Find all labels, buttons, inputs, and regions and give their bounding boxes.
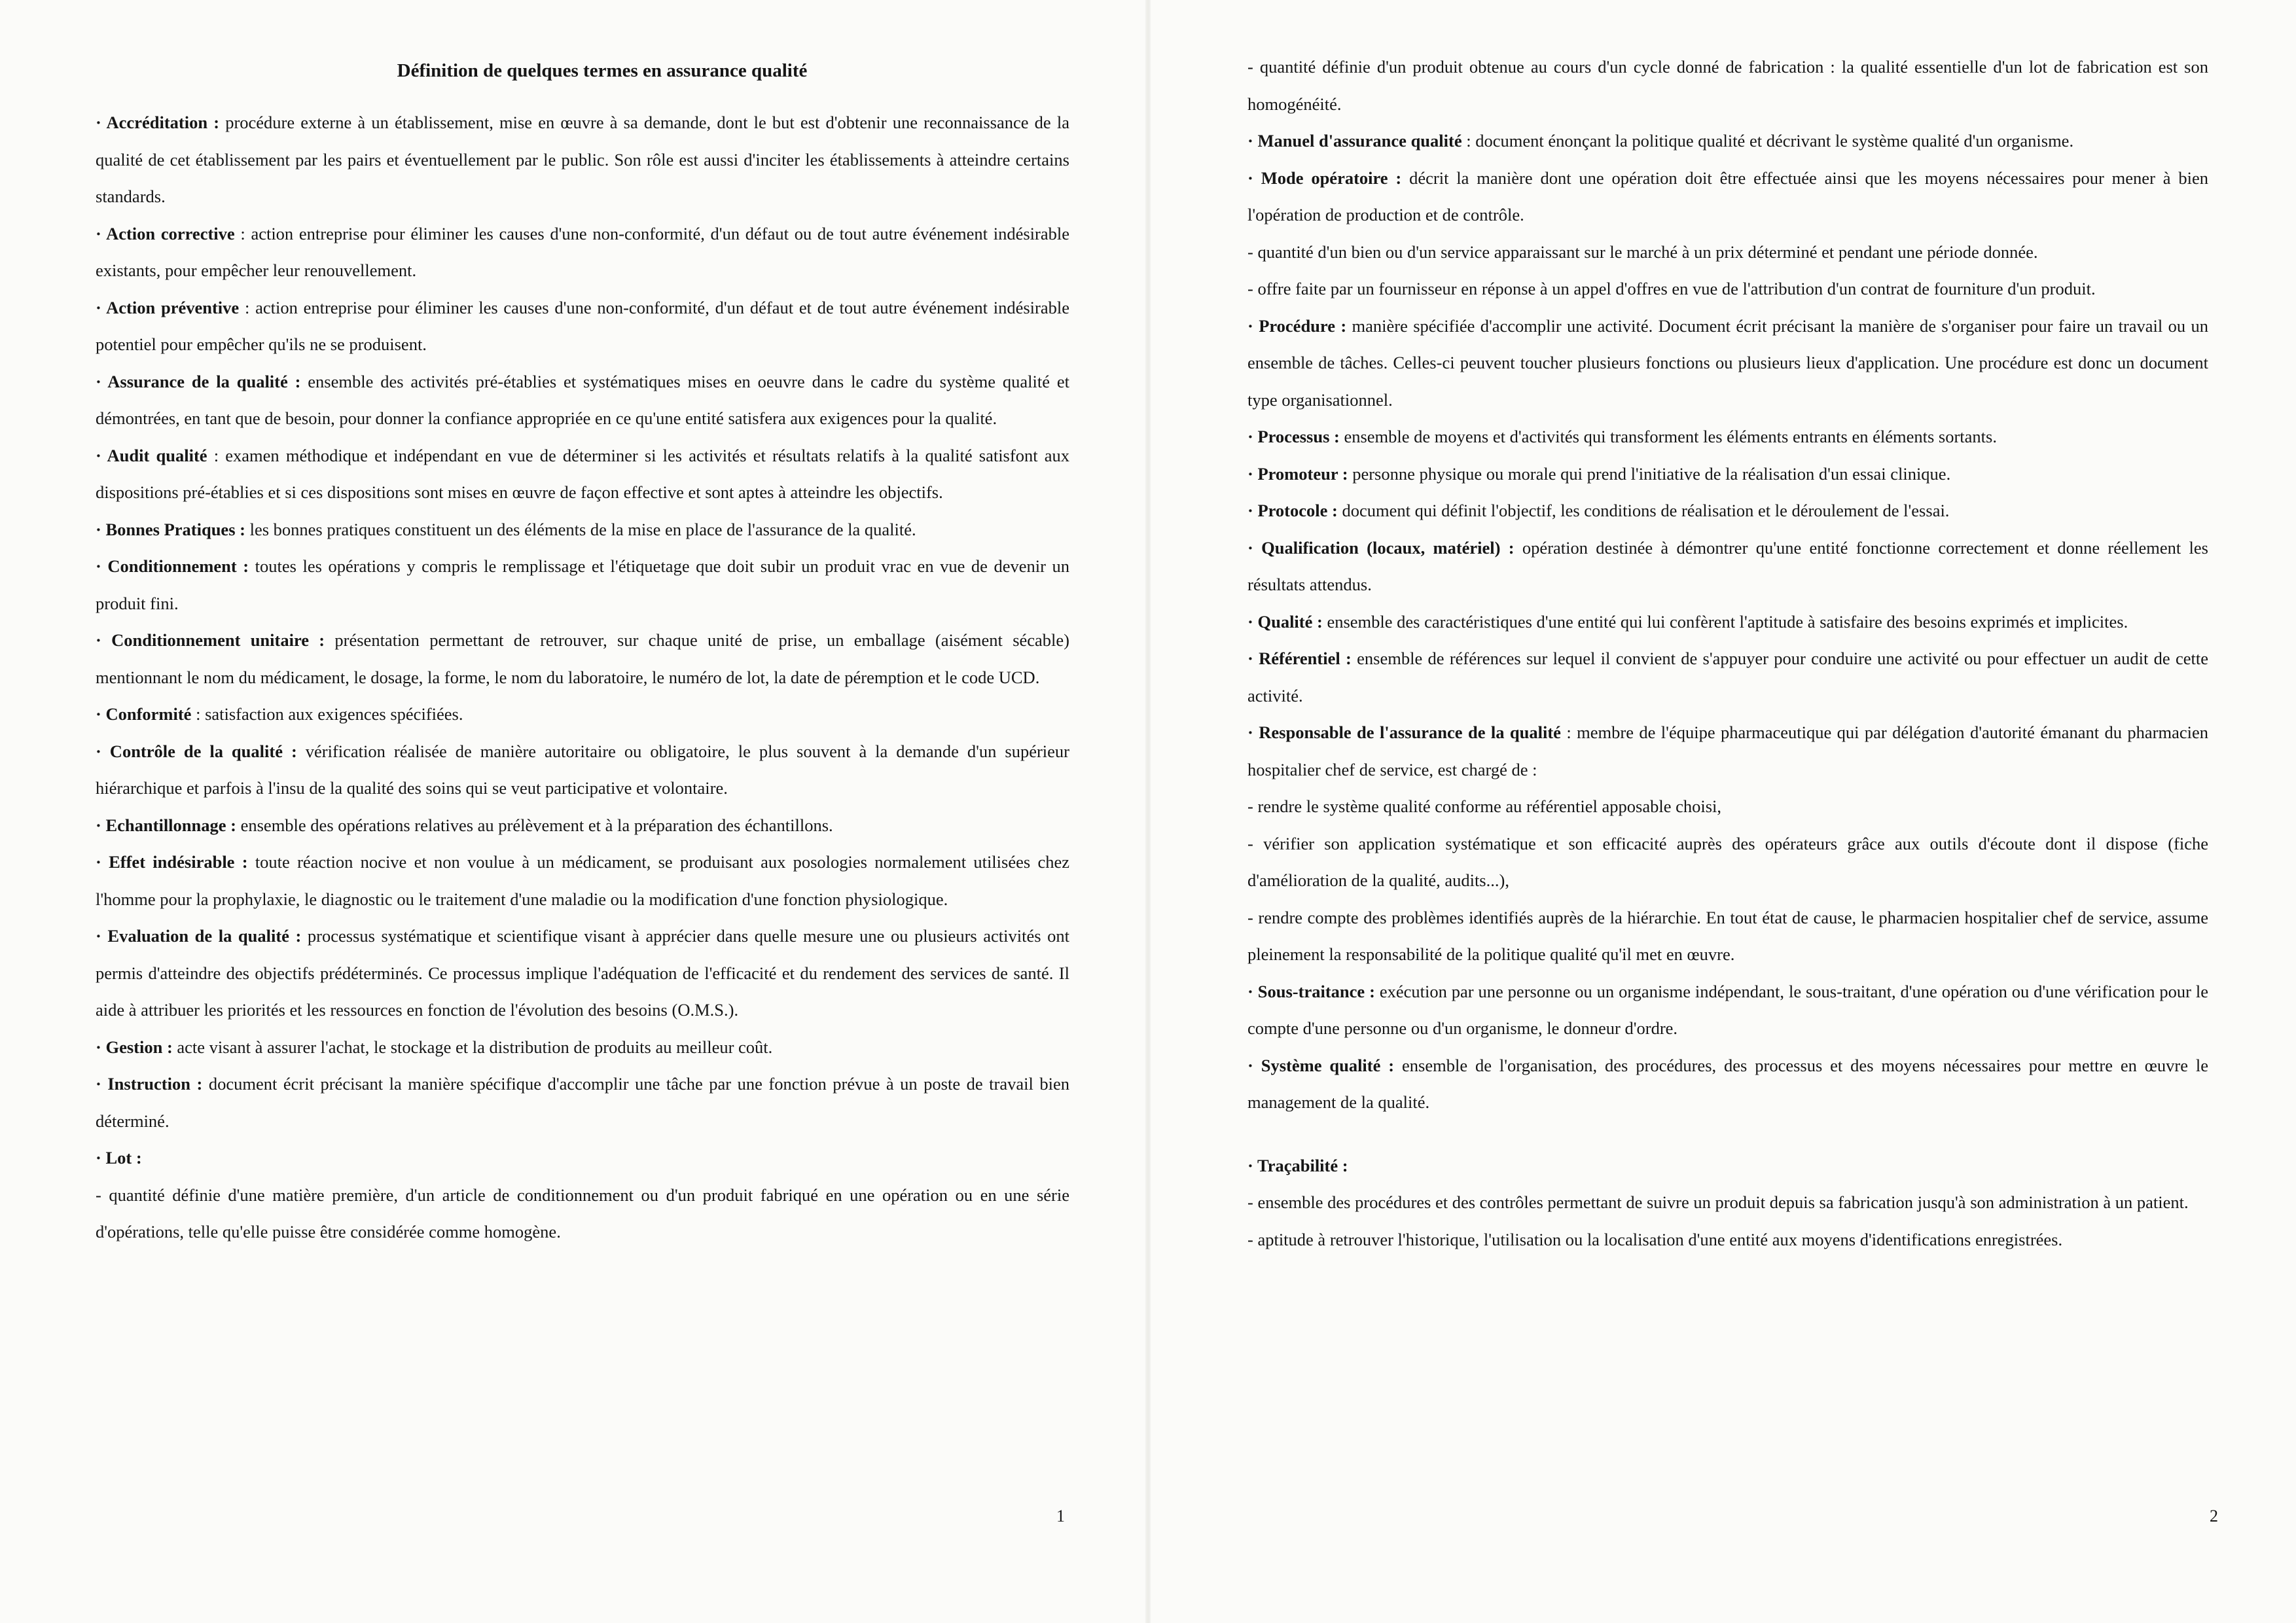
definition-entry <box>1247 1221 2208 1258</box>
definition-term: · Accréditation : <box>96 113 220 132</box>
definition-text: les bonnes pratiques constituent un des éléments de la mise en place de l'assurance de la qualité. <box>245 519 916 539</box>
definition-term: · Action corrective <box>96 223 235 243</box>
definition-term: · Responsable de l'assurance de la qualité <box>1247 722 1561 742</box>
definition-entry <box>1247 122 2208 160</box>
definition-entry <box>96 1065 1069 1139</box>
definition-entry <box>1247 714 2208 788</box>
definition-term: · Lot : <box>96 1148 142 1168</box>
definition-term: · Protocole : <box>1247 501 1338 520</box>
definition-text: : satisfaction aux exigences spécifiées. <box>191 704 463 724</box>
definition-entry <box>1247 825 2208 899</box>
definition-term: · Traçabilité : <box>1247 1155 1348 1175</box>
definition-entry <box>96 289 1069 363</box>
definition-text: exécution par une personne ou un organisme indépendant, le sous-traitant, d'une opération ou d'une vérification pour le compte d'une personne ou d'un organisme, le donneur d'ordre. <box>1247 981 2209 1038</box>
definition-text: ensemble des caractéristiques d'une entité qui lui confèrent l'aptitude à satisfaire des besoins exprimés et implicites. <box>1322 611 2128 632</box>
definition-entry <box>96 844 1069 918</box>
definition-term: · Evaluation de la qualité : <box>96 926 302 946</box>
definition-entry <box>1247 270 2208 308</box>
definition-term: · Manuel d'assurance qualité <box>1247 131 1462 151</box>
definition-text: opération destinée à démontrer qu'une entité fonctionne correctement et donne réellement les résultats attendus. <box>1247 537 2208 594</box>
definition-term: · Conformité <box>96 704 192 724</box>
definition-text: : membre de l'équipe pharmaceutique qui par délégation d'autorité émanant du pharmacien hospitalier chef de service, est chargé de : <box>1247 722 2208 779</box>
definition-entry <box>96 1029 1069 1066</box>
definition-entry <box>1247 788 2208 825</box>
definition-entry <box>1247 640 2208 714</box>
definition-list-left <box>96 104 1069 1251</box>
definition-term: · Assurance de la qualité : <box>96 371 301 391</box>
definition-text: - quantité définie d'un produit obtenue au cours d'un cycle donné de fabrication : la qualité essentielle d'un lot de fabrication est son homogénéité. <box>1247 57 2208 114</box>
definition-text: - vérifier son application systématique et son efficacité auprès des opérateurs grâce aux outils d'écoute dont il dispose (fiche d'amélioration de la qualité, audits...), <box>1247 833 2208 890</box>
definition-text: décrit la manière dont une opération doit être effectuée ainsi que les moyens nécessaires pour mener à bien l'opération de production et de contrôle. <box>1247 168 2208 224</box>
definition-entry <box>96 733 1069 807</box>
definition-term: · Instruction : <box>96 1074 203 1094</box>
definition-text: toutes les opérations y compris le remplissage et l'étiquetage que doit subir un produit vrac en vue de devenir un produit fini. <box>96 556 1069 613</box>
definition-text: document qui définit l'objectif, les conditions de réalisation et le déroulement de l'essai. <box>1337 501 1950 520</box>
definition-entry <box>1247 418 2208 455</box>
definition-term: · Mode opératoire : <box>1247 168 1402 188</box>
definition-term: · Conditionnement unitaire : <box>96 630 325 650</box>
definition-entry <box>96 104 1069 215</box>
definition-entry <box>1247 492 2208 529</box>
definition-entry <box>96 807 1069 844</box>
definition-text: ensemble des opérations relatives au prélèvement et à la préparation des échantillons. <box>236 815 833 835</box>
definition-list-right <box>1247 48 2208 1258</box>
definition-text: ensemble des activités pré-établies et systématiques mises en oeuvre dans le cadre du système qualité et démontrées, en tant que de besoin, pour donner la confiance appropriée en ce qu'une entité satisfera aux exigences pour la qualité. <box>96 371 1069 428</box>
definition-text: acte visant à assurer l'achat, le stockage et la distribution de produits au meilleur coût. <box>172 1037 773 1057</box>
definition-entry <box>96 622 1069 696</box>
definition-text: - rendre compte des problèmes identifiés auprès de la hiérarchie. En tout état de cause, le pharmacien hospitalier chef de service, assume pleinement la responsabilité de la politique qualité qu'il met en œuvre. <box>1247 907 2208 964</box>
definition-entry <box>96 215 1069 289</box>
definition-term: · Sous-traitance : <box>1247 981 1375 1001</box>
definition-term: · Processus : <box>1247 427 1340 446</box>
definition-entry <box>1247 308 2208 419</box>
definition-term: · Audit qualité <box>96 445 207 465</box>
definition-entry <box>1247 1147 2208 1185</box>
definition-text: - quantité d'un bien ou d'un service apparaissant sur le marché à un prix déterminé et pendant une période donnée. <box>1247 241 2038 262</box>
definition-term: · Echantillonnage : <box>96 815 236 835</box>
definition-text: manière spécifiée d'accomplir une activité. Document écrit précisant la manière de s'organiser pour faire un travail ou un ensemble de tâches. Celles-ci peuvent toucher plusieurs fonctions ou plusieurs lieux d'application. Une procédure est donc un document type organisationnel. <box>1247 315 2208 410</box>
definition-entry <box>96 363 1069 437</box>
definition-entry <box>1247 899 2208 973</box>
definition-term: · Référentiel : <box>1247 649 1352 668</box>
definition-text: : examen méthodique et indépendant en vue de déterminer si les activités et résultats relatifs à la qualité satisfont aux dispositions pré-établies et si ces dispositions sont mises en œuvre de façon effective et sont aptes à atteindre les objectifs. <box>96 445 1069 502</box>
definition-entry <box>1247 1184 2208 1221</box>
page-number-left: 1 <box>1056 1507 1065 1525</box>
definition-entry <box>1247 529 2208 603</box>
definition-entry <box>96 918 1069 1029</box>
definition-text: toute réaction nocive et non voulue à un médicament, se produisant aux posologies normalement utilisées chez l'homme pour la prophylaxie, le diagnostic ou le traitement d'une maladie ou la modification d'une fonction physiologique. <box>96 852 1069 909</box>
definition-term: · Bonnes Pratiques : <box>96 519 245 539</box>
definition-entry <box>1247 973 2208 1047</box>
definition-text: - quantité définie d'une matière première, d'un article de conditionnement ou d'un produit fabriqué en une opération ou en une série d'opérations, telle qu'elle puisse être considérée comme homogène. <box>96 1185 1069 1241</box>
definition-entry <box>96 437 1069 511</box>
definition-entry <box>96 1139 1069 1177</box>
definition-text: : action entreprise pour éliminer les causes d'une non-conformité, d'un défaut et de tout autre événement indésirable potentiel pour empêcher qu'ils ne se produisent. <box>96 297 1069 354</box>
definition-entry <box>1247 234 2208 271</box>
definition-text: - ensemble des procédures et des contrôles permettant de suivre un produit depuis sa fabrication jusqu'à son administration à un patient. <box>1247 1192 2189 1212</box>
definition-text: vérification réalisée de manière autoritaire ou obligatoire, le plus souvent à la demande d'un supérieur hiérarchique et parfois à l'insu de la qualité des soins qui se veut participative et volontaire. <box>96 741 1069 798</box>
definition-text: présentation permettant de retrouver, sur chaque unité de prise, un emballage (aisément sécable) mentionnant le nom du médicament, le dosage, la forme, le nom du laboratoire, le numéro de lot, la date de péremption et le code UCD. <box>96 630 1069 687</box>
definition-term: · Contrôle de la qualité : <box>96 741 297 761</box>
definition-text: personne physique ou morale qui prend l'initiative de la réalisation d'un essai clinique. <box>1348 463 1951 484</box>
definition-text: - aptitude à retrouver l'historique, l'utilisation ou la localisation d'une entité aux moyens d'identifications enregistrées. <box>1247 1229 2063 1249</box>
definition-entry <box>1247 48 2208 122</box>
definition-text: : document énonçant la politique qualité et décrivant le système qualité d'un organisme. <box>1462 131 2074 151</box>
definition-term: · Qualité : <box>1247 611 1323 632</box>
definition-entry <box>96 1177 1069 1251</box>
definition-text: document écrit précisant la manière spécifique d'accomplir une tâche par une fonction prévue à un poste de travail bien déterminé. <box>96 1074 1069 1131</box>
definition-term: · Qualification (locaux, matériel) : <box>1247 537 1515 558</box>
definition-term: · Gestion : <box>96 1037 173 1057</box>
page-number-right: 2 <box>2210 1507 2218 1525</box>
definition-term: · Effet indésirable : <box>96 852 248 872</box>
definition-entry <box>1247 160 2208 234</box>
definition-text: ensemble de références sur lequel il convient de s'appuyer pour conduire une activité ou pour effectuer un audit de cette activité. <box>1247 649 2209 705</box>
definition-term: · Procédure : <box>1247 315 1347 336</box>
definition-entry <box>1247 1047 2208 1121</box>
definition-entry <box>96 511 1069 548</box>
definition-text: processus systématique et scientifique visant à apprécier dans quelle mesure une ou plusieurs activités ont permis d'atteindre des objectifs prédéterminés. Ce processus implique l'adéquation de l'efficacité et du rendement des services de santé. Il aide à attribuer les priorités et les ressources en fonction de l'évolution des besoins (O.M.S.). <box>96 926 1069 1020</box>
definition-entry <box>1247 603 2208 641</box>
definition-text: ensemble de l'organisation, des procédures, des processus et des moyens nécessaires pour mettre en œuvre le management de la qualité. <box>1247 1055 2208 1112</box>
definition-term: · Système qualité : <box>1247 1055 1395 1075</box>
definition-term: · Action préventive <box>96 297 240 317</box>
definition-term: · Promoteur : <box>1247 463 1348 484</box>
definition-text: ensemble de moyens et d'activités qui transforment les éléments entrants en éléments sortants. <box>1339 427 1997 446</box>
definition-text: - offre faite par un fournisseur en réponse à un appel d'offres en vue de l'attribution d'un contrat de fourniture d'un produit. <box>1247 279 2096 298</box>
definition-text: : action entreprise pour éliminer les causes d'une non-conformité, d'un défaut ou de tout autre événement indésirable existants, pour empêcher leur renouvellement. <box>96 223 1069 280</box>
definition-term: · Conditionnement : <box>96 556 249 576</box>
definition-text: - rendre le système qualité conforme au référentiel apposable choisi, <box>1247 796 1722 816</box>
document-title: Définition de quelques termes en assurance qualité <box>397 60 808 81</box>
page-right <box>1148 0 2296 1623</box>
spacer <box>1247 1121 2208 1147</box>
definition-entry <box>96 548 1069 622</box>
definition-entry <box>1247 455 2208 493</box>
definition-entry <box>96 696 1069 733</box>
definition-text: procédure externe à un établissement, mise en œuvre à sa demande, dont le but est d'obtenir une reconnaissance de la qualité de cet établissement par les pairs et éventuellement par le public. Son rôle est aussi d'inciter les établissements à atteindre certains standards. <box>96 113 1069 206</box>
